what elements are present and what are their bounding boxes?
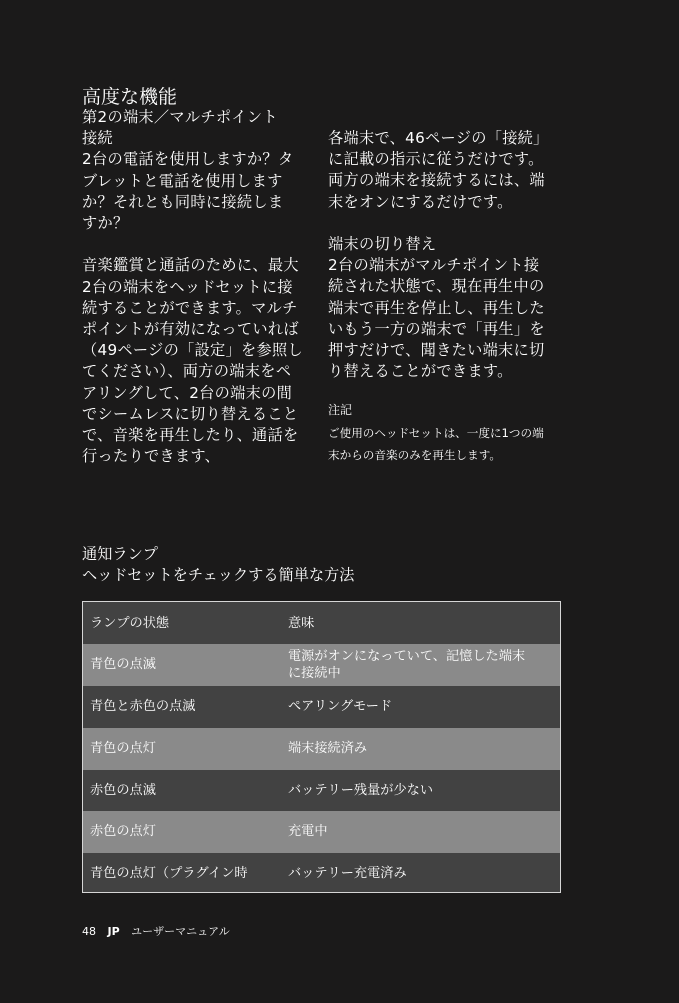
lamp-section-heading — [82, 544, 354, 586]
lamp-subtitle: ヘッドセットをチェックする簡単な方法 — [82, 566, 355, 585]
subheading-switching: 端末の切り替え — [328, 235, 437, 253]
blank-line — [328, 213, 568, 234]
page-footer — [82, 925, 238, 939]
text-line: 2台の端末がマルチポイント接 — [328, 256, 540, 275]
table-row — [83, 686, 560, 728]
note-heading: 注記 — [328, 403, 353, 417]
row-meaning: 端末接続済み — [288, 741, 368, 756]
section-title: 高度な機能 — [82, 86, 178, 108]
text-line: 接続 — [82, 129, 113, 148]
row-meaning: ペアリングモード — [288, 699, 393, 714]
table-header-row — [83, 602, 560, 644]
header-state: ランプの状態 — [90, 616, 170, 631]
note-text — [328, 422, 544, 466]
row-meaning: バッテリー残量が少ない — [288, 783, 434, 798]
table-row — [83, 644, 560, 686]
text-line: 続された状態で、現在再生中の — [328, 277, 545, 296]
page-number: 48 — [82, 925, 96, 938]
row-meaning: バッテリー充電済み — [288, 866, 407, 881]
manual-label: ユーザーマニュアル — [131, 925, 230, 938]
text-line: てください）、両方の端末をペ — [82, 362, 292, 381]
row-meaning: 充電中 — [288, 824, 328, 839]
text-line: で、音楽を再生したり、通話を — [82, 426, 299, 445]
table-row — [83, 728, 560, 770]
text-line: 行ったりできます、 — [82, 447, 221, 466]
text-line: 第2の端末／マルチポイント — [82, 108, 278, 126]
note-line: 末からの音楽のみを再生します。 — [328, 448, 501, 462]
row-state: 青色の点灯（プラグイン時 — [90, 866, 248, 881]
text-line: 2台の電話を使用しますか？タ — [82, 150, 294, 169]
header-meaning: 意味 — [288, 616, 315, 631]
text-line: 両方の端末を接続するには、端 — [328, 171, 545, 190]
language-code: JP — [107, 925, 120, 938]
text-line: 2台の端末をヘッドセットに接 — [82, 277, 293, 296]
text-line: すか？ — [82, 214, 129, 233]
text-line: 音楽鑑賞と通話のために、最大 — [82, 256, 299, 275]
text-line: り替えることができます。 — [328, 362, 513, 381]
text-line: アリングして、2台の端末の間 — [82, 383, 293, 402]
blank-line — [82, 234, 320, 255]
text-line: でシームレスに切り替えること — [82, 404, 299, 423]
text-line: いもう一方の端末で「再生」を — [328, 319, 545, 338]
row-state: 青色の点灯 — [90, 741, 156, 756]
text-line: 続することができます。マルチ — [82, 298, 298, 317]
row-state: 青色と赤色の点滅 — [90, 699, 196, 714]
table-row — [83, 770, 560, 811]
row-state: 青色の点滅 — [90, 657, 156, 672]
row-meaning-line: に接続中 — [288, 666, 341, 681]
text-line: ポイントが有効になっていれば — [82, 320, 299, 339]
note-line: ご使用のヘッドセットは、一度に1つの端 — [328, 426, 544, 440]
row-state: 赤色の点滅 — [90, 783, 156, 798]
row-state: 赤色の点灯 — [90, 824, 156, 839]
row-meaning — [288, 648, 556, 682]
text-line: に記載の指示に従うだけです。 — [328, 150, 544, 169]
left-column-text — [82, 107, 320, 467]
text-line: 端末で再生を停止し、再生した — [328, 298, 545, 317]
lamp-status-table — [82, 601, 561, 893]
table-row — [83, 853, 560, 892]
table-row — [83, 811, 560, 853]
text-line: （49ページの「設定」を参照し — [82, 341, 303, 360]
text-line: か？それとも同時に接続しま — [82, 192, 284, 211]
row-meaning-line: 電源がオンになっていて、記憶した端末 — [288, 649, 526, 664]
right-column-text — [328, 128, 568, 382]
text-line: 各端末で、46ページの「接続」 — [328, 129, 549, 147]
text-line: ブレットと電話を使用します — [82, 171, 283, 190]
text-line: 末をオンにするだけです。 — [328, 192, 513, 211]
lamp-title: 通知ランプ — [82, 545, 158, 563]
text-line: 押すだけで、聞きたい端末に切 — [328, 341, 545, 360]
